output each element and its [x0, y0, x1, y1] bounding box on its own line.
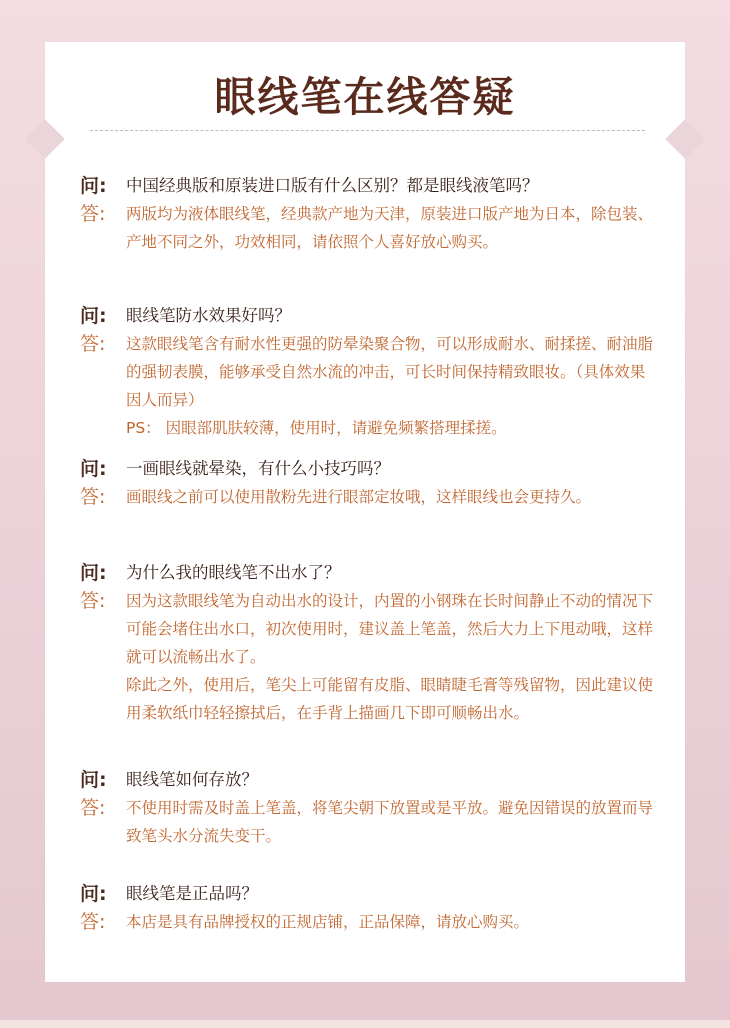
question-label: 问: — [80, 769, 107, 791]
answer-paragraph: 两版均为液体眼线笔，经典款产地为天津，原装进口版产地为日本，除包装、产地不同之外，功效相同，请依照个人喜好放心购买。 — [126, 205, 654, 251]
answer-paragraph: 画眼线之前可以使用散粉先进行眼部定妆哦，这样眼线也会更持久。 — [126, 488, 592, 506]
answer-label: 答: — [80, 203, 106, 225]
question-row — [80, 766, 660, 794]
answer-text — [126, 200, 660, 256]
faq-item — [80, 766, 660, 850]
faq-item — [80, 880, 660, 936]
question-row — [80, 880, 660, 908]
question-text: 眼线笔是正品吗？ — [126, 884, 258, 903]
answer-row — [80, 330, 660, 442]
question-row — [80, 455, 660, 483]
answer-paragraph: 这款眼线笔含有耐水性更强的防晕染聚合物，可以形成耐水、耐揉搓、耐油脂的强韧表膜，能够承受自然水流的冲击，可长时间保持精致眼妆。（具体效果因人而异） — [126, 335, 654, 409]
answer-row — [80, 587, 660, 727]
faq-item — [80, 172, 660, 256]
answer-paragraph: 不使用时需及时盖上笔盖，将笔尖朝下放置或是平放。避免因错误的放置而导致笔头水分流失变干。 — [126, 799, 654, 845]
card-notch-left — [25, 119, 65, 159]
answer-row — [80, 200, 660, 256]
question-row — [80, 172, 660, 200]
answer-label: 答: — [80, 911, 106, 933]
faq-item — [80, 302, 660, 442]
answer-row — [80, 908, 660, 936]
question-text: 眼线笔防水效果好吗？ — [126, 306, 291, 325]
question-row — [80, 559, 660, 587]
answer-row — [80, 483, 660, 511]
question-row — [80, 302, 660, 330]
bottom-strip — [0, 1020, 730, 1028]
faq-item — [80, 455, 660, 511]
faq-item — [80, 559, 660, 727]
question-text: 为什么我的眼线笔不出水了？ — [126, 563, 341, 582]
question-label: 问: — [80, 458, 107, 480]
answer-text — [126, 330, 660, 442]
page-title: 眼线笔在线答疑 — [214, 73, 516, 121]
answer-paragraph: 本店是具有品牌授权的正规店铺，正品保障，请放心购买。 — [126, 913, 530, 931]
answer-paragraph: 因为这款眼线笔为自动出水的设计，内置的小钢珠在长时间静止不动的情况下可能会堵住出水口，初次使用时，建议盖上笔盖，然后大力上下甩动哦，这样就可以流畅出水了。 — [126, 592, 654, 666]
answer-label: 答: — [80, 590, 106, 612]
answer-text — [126, 483, 591, 511]
answer-paragraph: PS： 因眼部肌肤较薄，使用时，请避免频繁搭理揉搓。 — [126, 419, 507, 437]
question-label: 问: — [80, 562, 107, 584]
question-text: 中国经典版和原装进口版有什么区别？都是眼线液笔吗？ — [126, 176, 539, 195]
answer-text — [126, 587, 660, 727]
answer-text — [126, 908, 529, 936]
answer-label: 答: — [80, 797, 106, 819]
card-notch-right — [665, 119, 705, 159]
question-label: 问: — [80, 175, 107, 197]
answer-label: 答: — [80, 333, 106, 355]
answer-paragraph: 除此之外，使用后，笔尖上可能留有皮脂、眼睛睫毛膏等残留物，因此建议使用柔软纸巾轻轻擦拭后，在手背上描画几下即可顺畅出水。 — [126, 676, 654, 722]
title-divider — [90, 130, 645, 131]
question-text: 一画眼线就晕染，有什么小技巧吗？ — [126, 459, 390, 478]
answer-label: 答: — [80, 486, 106, 508]
faq-card — [45, 42, 685, 982]
question-label: 问: — [80, 305, 107, 327]
question-text: 眼线笔如何存放？ — [126, 770, 258, 789]
answer-text — [126, 794, 660, 850]
answer-row — [80, 794, 660, 850]
question-label: 问: — [80, 883, 107, 905]
